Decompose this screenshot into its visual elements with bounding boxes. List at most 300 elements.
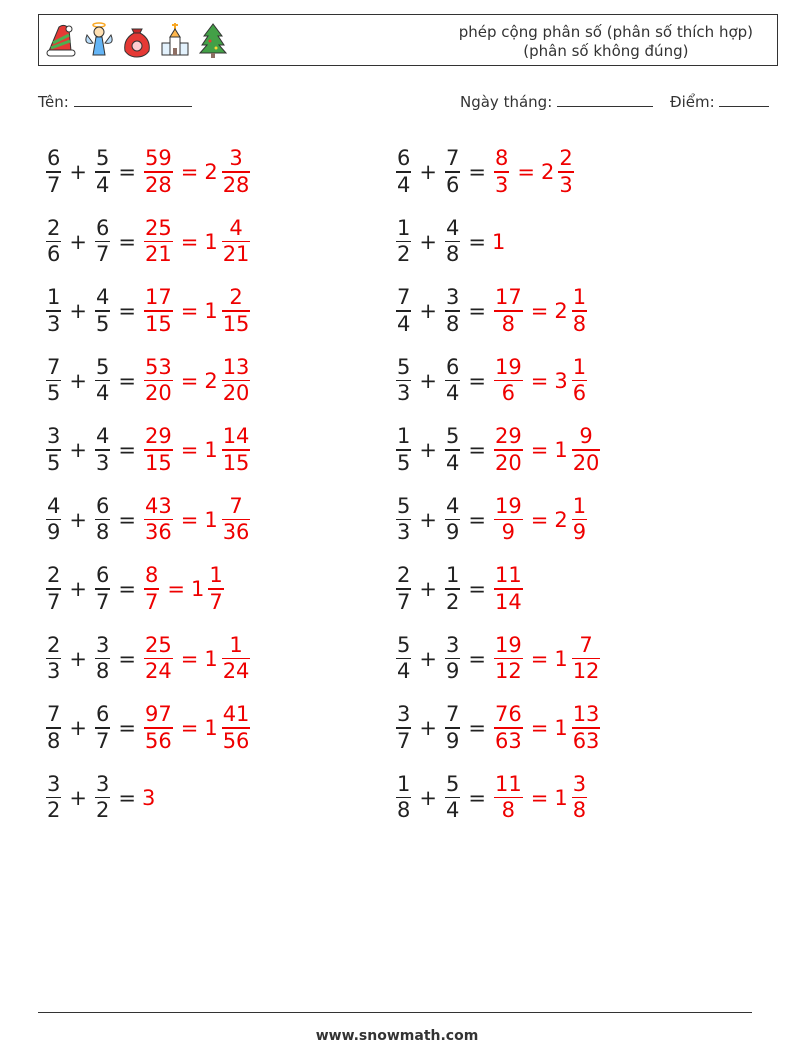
- mixed-whole: 1: [554, 438, 568, 462]
- numerator: 7: [397, 285, 411, 310]
- addend-fraction: [445, 563, 460, 615]
- addend-fraction: [46, 216, 61, 268]
- addend-fraction: [46, 424, 61, 476]
- numerator: 4: [95, 424, 110, 449]
- denominator: 14: [494, 589, 522, 614]
- addend-fraction: [95, 772, 110, 824]
- problem-item: [44, 422, 252, 478]
- mixed-whole: 2: [204, 160, 218, 184]
- addend-fraction: [95, 633, 110, 685]
- plus-sign: +: [69, 368, 87, 393]
- numerator: 53: [144, 354, 172, 379]
- answer-fraction: [494, 563, 523, 615]
- numerator: 4: [445, 215, 460, 240]
- numerator: 13: [222, 354, 250, 379]
- mixed-fraction: [222, 216, 251, 268]
- addend-fraction: [396, 563, 411, 615]
- numerator: 7: [445, 146, 460, 171]
- denominator: 4: [397, 311, 411, 336]
- denominator: 5: [95, 311, 110, 336]
- numerator: 7: [579, 632, 593, 657]
- problem-item: [394, 422, 602, 478]
- numerator: 25: [144, 632, 172, 657]
- addend-fraction: [445, 772, 460, 824]
- answer-fraction: [144, 563, 159, 615]
- denominator: 21: [144, 242, 172, 267]
- equals-sign: =: [468, 577, 486, 601]
- numerator: 5: [397, 493, 411, 518]
- worksheet-title: [459, 23, 753, 61]
- denominator: 28: [144, 172, 172, 197]
- numerator: 8: [144, 563, 159, 588]
- score-field: [670, 92, 769, 111]
- mixed-whole: 1: [554, 646, 568, 671]
- denominator: 20: [494, 450, 522, 475]
- addend-fraction: [95, 146, 110, 198]
- addend-fraction: [95, 216, 110, 268]
- denominator: 7: [397, 728, 411, 753]
- denominator: 9: [47, 520, 61, 545]
- numerator: 1: [397, 424, 411, 449]
- numerator: 59: [144, 146, 172, 171]
- addend-fraction: [396, 772, 411, 824]
- numerator: 1: [229, 632, 243, 657]
- equals-sign: =: [468, 368, 486, 393]
- numerator: 43: [144, 493, 172, 518]
- equals-sign: =: [530, 646, 549, 671]
- denominator: 4: [95, 381, 110, 406]
- numerator: 2: [229, 285, 243, 310]
- problem-item: [44, 144, 252, 200]
- numerator: 19: [494, 493, 522, 518]
- denominator: 7: [95, 589, 110, 614]
- addend-fraction: [95, 285, 110, 337]
- plus-sign: +: [69, 716, 87, 740]
- answer-fraction: [494, 424, 523, 476]
- addend-fraction: [396, 424, 411, 476]
- problem-item: [394, 214, 505, 270]
- numerator: 29: [494, 424, 522, 449]
- mixed-fraction: [572, 424, 601, 476]
- denominator: 7: [47, 589, 61, 614]
- problem-item: [394, 700, 602, 756]
- mixed-fraction: [222, 285, 251, 337]
- addend-fraction: [95, 702, 110, 754]
- mixed-whole: 3: [554, 368, 568, 393]
- numerator: 19: [494, 632, 522, 657]
- denominator: 56: [144, 728, 172, 753]
- answer-fraction: [494, 494, 523, 546]
- mixed-fraction: [222, 633, 251, 685]
- denominator: 8: [95, 520, 110, 545]
- equals-sign: =: [118, 577, 136, 601]
- equals-sign: =: [180, 646, 199, 671]
- denominator: 2: [47, 798, 61, 823]
- score-label: Điểm:: [670, 93, 715, 111]
- date-label: Ngày tháng:: [460, 93, 553, 111]
- numerator: 4: [445, 493, 460, 518]
- problem-item: [44, 631, 252, 687]
- numerator: 1: [572, 493, 587, 518]
- mixed-whole: 2: [540, 160, 555, 184]
- answer-whole: 1: [491, 229, 506, 254]
- equals-sign: =: [468, 299, 486, 323]
- problem-item: [44, 700, 252, 756]
- numerator: 5: [445, 771, 460, 796]
- mixed-fraction: [222, 355, 251, 407]
- mixed-fraction: [222, 702, 251, 754]
- equals-sign: =: [468, 716, 486, 740]
- answer-fraction: [494, 772, 523, 824]
- addend-fraction: [396, 146, 411, 198]
- denominator: 8: [501, 311, 516, 336]
- numerator: 2: [397, 563, 411, 588]
- numerator: 3: [445, 285, 460, 310]
- numerator: 25: [144, 215, 172, 240]
- title-line-1: phép cộng phân số (phân số thích hợp): [458, 23, 753, 41]
- denominator: 8: [501, 798, 516, 823]
- denominator: 56: [222, 728, 250, 753]
- denominator: 28: [222, 172, 250, 197]
- plus-sign: +: [419, 299, 437, 323]
- denominator: 3: [559, 172, 573, 197]
- numerator: 3: [445, 632, 460, 657]
- answer-fraction: [494, 633, 523, 685]
- answer-fraction: [144, 285, 173, 337]
- date-blank: [557, 92, 653, 107]
- plus-sign: +: [419, 438, 437, 462]
- equals-sign: =: [530, 299, 549, 323]
- numerator: 7: [47, 702, 61, 727]
- addend-fraction: [396, 702, 411, 754]
- mixed-fraction: [572, 494, 587, 546]
- addend-fraction: [95, 494, 110, 546]
- addend-fraction: [95, 563, 110, 615]
- denominator: 3: [397, 381, 411, 406]
- numerator: 2: [47, 215, 61, 240]
- addend-fraction: [46, 563, 61, 615]
- addend-fraction: [396, 355, 411, 407]
- gift-sack-icon: [121, 21, 153, 59]
- equals-sign: =: [468, 160, 486, 184]
- addend-fraction: [46, 633, 61, 685]
- denominator: 7: [144, 589, 159, 614]
- score-blank: [719, 92, 769, 107]
- numerator: 17: [144, 285, 172, 310]
- addend-fraction: [445, 285, 460, 337]
- denominator: 8: [445, 242, 460, 267]
- addend-fraction: [445, 702, 460, 754]
- denominator: 24: [222, 659, 250, 684]
- equals-sign: =: [468, 438, 486, 462]
- denominator: 7: [209, 589, 223, 614]
- numerator: 11: [494, 771, 522, 796]
- denominator: 3: [494, 172, 509, 197]
- numerator: 1: [572, 354, 587, 379]
- numerator: 17: [494, 285, 522, 310]
- equals-sign: =: [530, 368, 549, 393]
- numerator: 9: [579, 424, 593, 449]
- equals-sign: =: [468, 507, 486, 532]
- numerator: 41: [222, 702, 250, 727]
- addend-fraction: [445, 146, 460, 198]
- mixed-whole: 2: [554, 299, 568, 323]
- problem-item: [44, 492, 252, 548]
- addend-fraction: [445, 424, 460, 476]
- denominator: 9: [445, 520, 460, 545]
- denominator: 6: [501, 381, 516, 406]
- denominator: 7: [95, 728, 110, 753]
- problem-item: [44, 283, 252, 339]
- denominator: 2: [397, 242, 411, 267]
- plus-sign: +: [419, 785, 437, 810]
- addend-fraction: [46, 285, 61, 337]
- denominator: 63: [494, 728, 522, 753]
- answer-fraction: [144, 424, 173, 476]
- numerator: 5: [95, 354, 110, 379]
- mixed-fraction: [222, 424, 251, 476]
- mixed-whole: 1: [204, 716, 218, 740]
- christmas-tree-icon: [197, 21, 229, 59]
- equals-sign: =: [118, 299, 136, 323]
- name-field: [38, 92, 192, 111]
- numerator: 3: [95, 771, 110, 796]
- footer-url: www.snowmath.com: [315, 1028, 479, 1044]
- equals-sign: =: [180, 368, 199, 393]
- plus-sign: +: [419, 368, 437, 393]
- denominator: 63: [572, 728, 600, 753]
- denominator: 6: [572, 381, 587, 406]
- denominator: 21: [222, 242, 250, 267]
- denominator: 20: [572, 450, 600, 475]
- title-line-2: (phân số không đúng): [523, 42, 689, 60]
- denominator: 4: [397, 172, 411, 197]
- equals-sign: =: [517, 160, 535, 184]
- plus-sign: +: [69, 646, 87, 671]
- denominator: 7: [95, 242, 110, 267]
- plus-sign: +: [419, 507, 437, 532]
- problem-item: [44, 353, 252, 409]
- mixed-whole: 1: [204, 229, 218, 254]
- mixed-whole: 1: [204, 299, 218, 323]
- plus-sign: +: [419, 646, 437, 671]
- equals-sign: =: [118, 438, 136, 462]
- numerator: 4: [47, 493, 61, 518]
- denominator: 4: [397, 659, 411, 684]
- numerator: 1: [572, 285, 587, 310]
- addend-fraction: [95, 424, 110, 476]
- answer-fraction: [144, 494, 173, 546]
- denominator: 8: [47, 728, 61, 753]
- numerator: 1: [445, 563, 460, 588]
- answer-fraction: [144, 702, 173, 754]
- numerator: 29: [144, 424, 172, 449]
- numerator: 8: [494, 146, 509, 171]
- equals-sign: =: [118, 160, 136, 184]
- numerator: 6: [95, 563, 110, 588]
- denominator: 9: [445, 728, 460, 753]
- addend-fraction: [445, 355, 460, 407]
- mixed-whole: 1: [204, 507, 218, 532]
- numerator: 4: [229, 215, 243, 240]
- numerator: 3: [47, 424, 61, 449]
- numerator: 76: [494, 702, 522, 727]
- numerator: 2: [559, 146, 573, 171]
- answer-fraction: [494, 355, 523, 407]
- mixed-whole: 1: [204, 646, 218, 671]
- denominator: 4: [95, 172, 110, 197]
- equals-sign: =: [118, 229, 136, 254]
- plus-sign: +: [69, 577, 87, 601]
- denominator: 36: [222, 520, 250, 545]
- plus-sign: +: [69, 299, 87, 323]
- denominator: 4: [445, 798, 460, 823]
- problem-item: [44, 561, 226, 617]
- equals-sign: =: [468, 785, 486, 810]
- numerator: 7: [47, 354, 61, 379]
- numerator: 2: [47, 563, 61, 588]
- mixed-whole: 1: [554, 785, 568, 810]
- problem-item: [394, 144, 576, 200]
- equals-sign: =: [118, 368, 136, 393]
- numerator: 11: [494, 563, 522, 588]
- problem-item: [394, 770, 589, 826]
- problem-item: [44, 214, 252, 270]
- numerator: 7: [229, 493, 243, 518]
- mixed-fraction: [222, 146, 251, 198]
- denominator: 4: [445, 450, 460, 475]
- problem-item: [394, 353, 589, 409]
- worksheet-header: [38, 14, 778, 66]
- answer-fraction: [144, 146, 173, 198]
- church-icon: [159, 21, 191, 59]
- denominator: 24: [144, 659, 172, 684]
- denominator: 20: [222, 381, 250, 406]
- numerator: 3: [229, 146, 243, 171]
- plus-sign: +: [419, 160, 437, 184]
- denominator: 9: [445, 659, 460, 684]
- numerator: 6: [397, 146, 411, 171]
- addend-fraction: [445, 633, 460, 685]
- numerator: 5: [445, 424, 460, 449]
- footer-divider: [38, 1012, 752, 1013]
- answer-fraction: [494, 702, 523, 754]
- header-icons: [45, 21, 229, 59]
- mixed-fraction: [572, 772, 587, 824]
- problem-item: [394, 561, 525, 617]
- numerator: 1: [397, 215, 411, 240]
- mixed-fraction: [572, 285, 587, 337]
- denominator: 20: [144, 381, 172, 406]
- addend-fraction: [46, 494, 61, 546]
- denominator: 36: [144, 520, 172, 545]
- answer-fraction: [144, 216, 173, 268]
- denominator: 5: [47, 381, 61, 406]
- denominator: 2: [95, 798, 110, 823]
- denominator: 9: [572, 520, 587, 545]
- equals-sign: =: [118, 716, 136, 740]
- denominator: 6: [47, 242, 61, 267]
- equals-sign: =: [118, 507, 136, 532]
- addend-fraction: [46, 772, 61, 824]
- answer-fraction: [144, 633, 173, 685]
- date-field: [460, 92, 653, 111]
- equals-sign: =: [180, 507, 199, 532]
- numerator: 3: [572, 771, 587, 796]
- denominator: 6: [445, 172, 460, 197]
- plus-sign: +: [69, 160, 87, 184]
- numerator: 6: [95, 215, 110, 240]
- equals-sign: =: [180, 438, 199, 462]
- denominator: 8: [95, 659, 110, 684]
- problem-item: [44, 770, 155, 826]
- numerator: 3: [47, 771, 61, 796]
- equals-sign: =: [530, 716, 549, 740]
- addend-fraction: [46, 146, 61, 198]
- mixed-fraction: [208, 563, 223, 615]
- mixed-fraction: [222, 494, 251, 546]
- numerator: 1: [209, 563, 223, 588]
- equals-sign: =: [468, 229, 486, 254]
- numerator: 7: [445, 702, 460, 727]
- numerator: 5: [397, 632, 411, 657]
- problem-item: [394, 283, 589, 339]
- plus-sign: +: [69, 507, 87, 532]
- mixed-whole: 1: [190, 577, 205, 601]
- denominator: 15: [222, 450, 250, 475]
- plus-sign: +: [69, 785, 87, 810]
- denominator: 4: [445, 381, 460, 406]
- numerator: 6: [47, 146, 61, 171]
- plus-sign: +: [419, 716, 437, 740]
- problem-item: [394, 631, 602, 687]
- addend-fraction: [445, 216, 460, 268]
- addend-fraction: [95, 355, 110, 407]
- numerator: 4: [95, 285, 110, 310]
- denominator: 15: [144, 311, 172, 336]
- denominator: 12: [494, 659, 522, 684]
- equals-sign: =: [530, 785, 549, 810]
- equals-sign: =: [167, 577, 185, 601]
- addend-fraction: [396, 285, 411, 337]
- santa-hat-icon: [45, 21, 77, 59]
- mixed-whole: 1: [554, 716, 568, 740]
- addend-fraction: [445, 494, 460, 546]
- equals-sign: =: [468, 646, 486, 671]
- equals-sign: =: [530, 507, 549, 532]
- denominator: 5: [47, 450, 61, 475]
- name-label: Tên:: [38, 93, 69, 111]
- equals-sign: =: [180, 160, 199, 184]
- equals-sign: =: [180, 299, 199, 323]
- denominator: 7: [47, 172, 61, 197]
- plus-sign: +: [419, 229, 437, 254]
- denominator: 8: [445, 311, 460, 336]
- numerator: 6: [95, 702, 110, 727]
- equals-sign: =: [530, 438, 549, 462]
- numerator: 1: [47, 285, 61, 310]
- numerator: 14: [222, 424, 250, 449]
- denominator: 3: [47, 311, 61, 336]
- numerator: 1: [397, 771, 411, 796]
- addend-fraction: [46, 702, 61, 754]
- numerator: 3: [397, 702, 411, 727]
- addend-fraction: [396, 216, 411, 268]
- numerator: 5: [95, 146, 110, 171]
- denominator: 8: [572, 798, 587, 823]
- equals-sign: =: [180, 229, 199, 254]
- mixed-fraction: [572, 702, 601, 754]
